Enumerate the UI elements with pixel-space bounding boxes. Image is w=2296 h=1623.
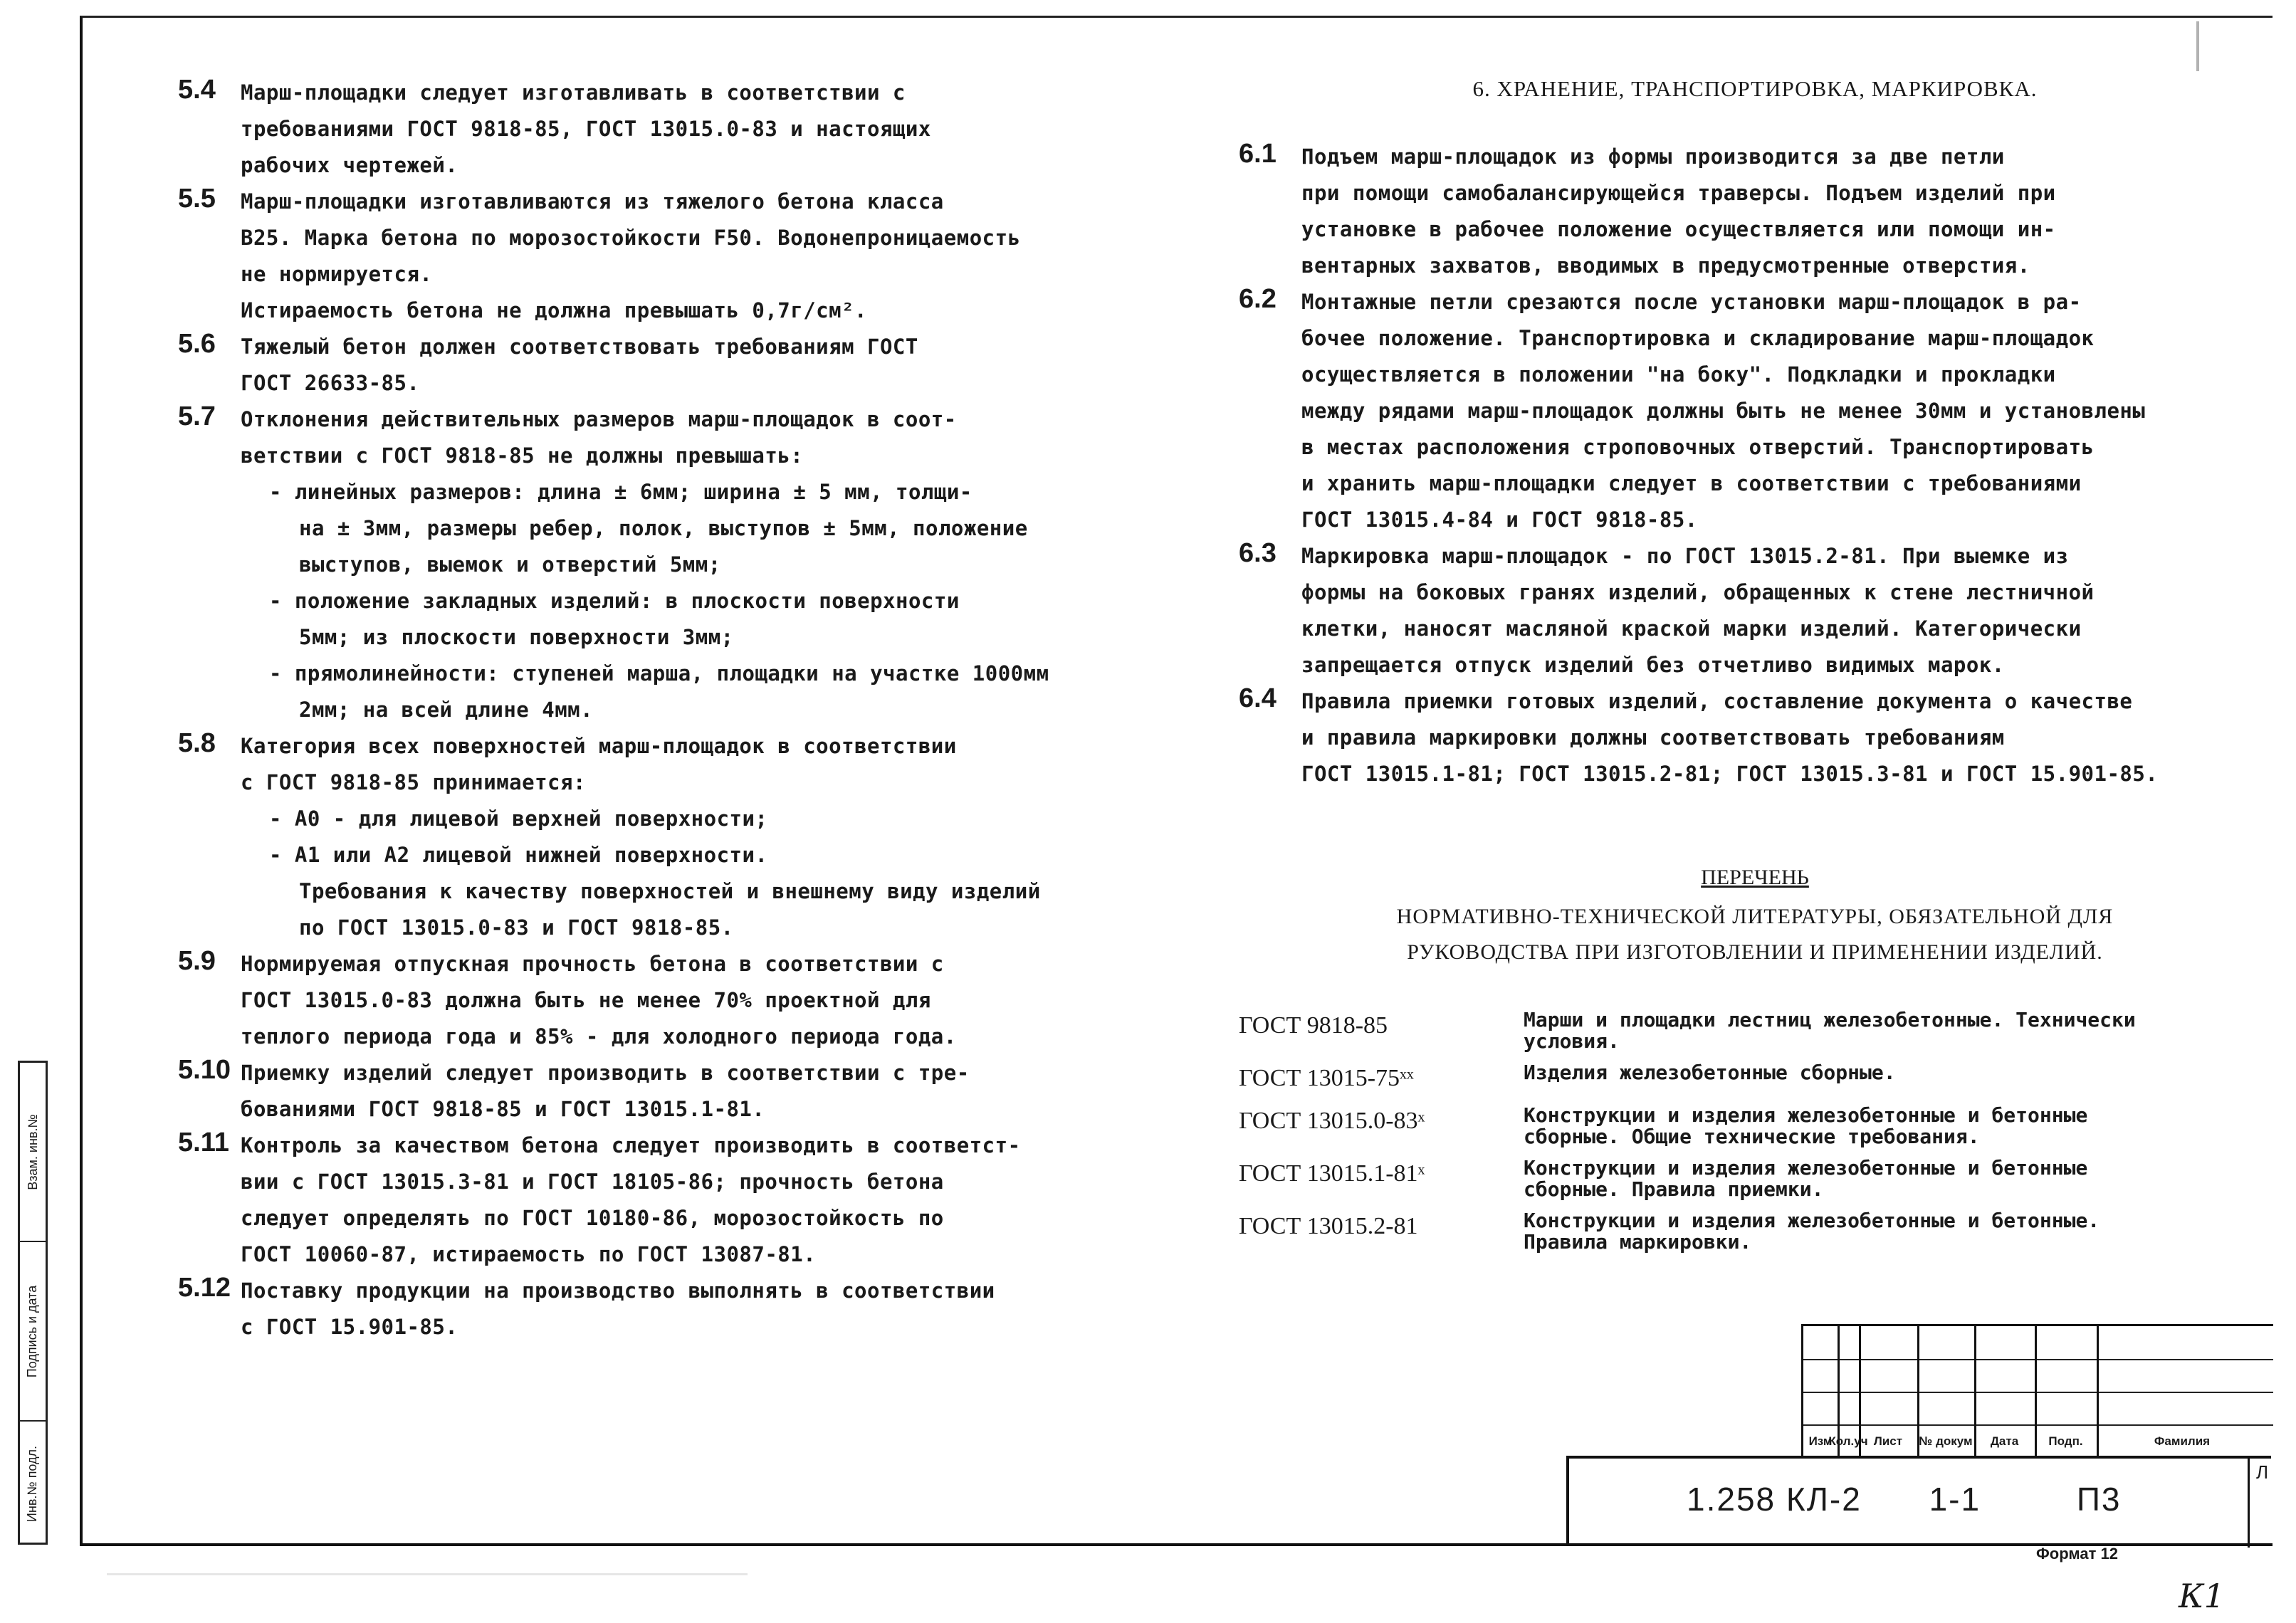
clause-line: 2мм; на всей длине 4мм. bbox=[299, 698, 594, 722]
clause-line: - прямолинейности: ступеней марша, площадки на участке 1000мм bbox=[269, 661, 1049, 686]
reference-description-line: Правила маркировки. bbox=[1524, 1230, 1752, 1254]
clause-number: 5.5 bbox=[178, 184, 216, 214]
clause-line: ГОСТ 13015.0-83 должна быть не менее 70% проектной для bbox=[241, 988, 931, 1012]
clause-line: 5мм; из плоскости поверхности 3мм; bbox=[299, 625, 734, 649]
scan-artifact bbox=[2196, 21, 2199, 71]
clause-line: Правила приемки готовых изделий, составление документа о качестве bbox=[1301, 689, 2133, 713]
clause-line: Отклонения действительных размеров марш-площадок в соот- bbox=[241, 407, 957, 431]
clause-line: вентарных захватов, вводимых в предусмотренные отверстия. bbox=[1301, 253, 2030, 278]
reference-description bbox=[1524, 1210, 2100, 1253]
tb-header-sign: Подп. bbox=[2048, 1434, 2083, 1448]
clause-line: Нормируемая отпускная прочность бетона в соответствии с bbox=[241, 952, 944, 976]
clause-line: Приемку изделий следует производить в соответствии с тре- bbox=[241, 1061, 970, 1085]
reference-description-line: условия. bbox=[1524, 1029, 1620, 1053]
title-block-revision-grid bbox=[1801, 1324, 2273, 1458]
title-block-headers bbox=[1803, 1424, 2273, 1458]
clause-line: следует определять по ГОСТ 10180-86, морозостойкость по bbox=[241, 1206, 944, 1230]
clause-line: Поставку продукции на производство выполнять в соответствии bbox=[241, 1278, 995, 1303]
tb-header-date: Дата bbox=[1990, 1434, 2019, 1448]
clause-line: требованиями ГОСТ 9818-85, ГОСТ 13015.0-83 и настоящих bbox=[241, 117, 931, 141]
clause-item bbox=[1239, 538, 2271, 683]
clause-line: ГОСТ 26633-85. bbox=[241, 371, 420, 395]
references-subtitle-line: РУКОВОДСТВА ПРИ ИЗГОТОВЛЕНИИ И ПРИМЕНЕНИИ ИЗДЕЛИЙ. bbox=[1407, 940, 2103, 964]
clause-line: Подъем марш-площадок из формы производится за две петли bbox=[1301, 145, 2005, 169]
clause-item bbox=[178, 75, 1160, 184]
clause-line: Тяжелый бетон должен соответствовать требованиям ГОСТ bbox=[241, 335, 918, 359]
reference-code: ГОСТ 13015-75ˣˣ bbox=[1239, 1065, 1414, 1091]
clause-line: клетки, наносят масляной краской марки изделий. Категорически bbox=[1301, 616, 2082, 641]
clause-item bbox=[1239, 284, 2271, 538]
references-subtitle-line: НОРМАТИВНО-ТЕХНИЧЕСКОЙ ЛИТЕРАТУРЫ, ОБЯЗАТЕЛЬНОЙ ДЛЯ bbox=[1396, 905, 2114, 928]
clause-line: осуществляется в положении "на боку". Подкладки и прокладки bbox=[1301, 362, 2056, 387]
clause-line: Категория всех поверхностей марш-площадок в соответствии bbox=[241, 734, 957, 758]
clause-line: не нормируется. bbox=[241, 262, 433, 286]
clause-line: Монтажные петли срезаются после установки марш-площадок в ра- bbox=[1301, 290, 2082, 314]
section-6-title: 6. ХРАНЕНИЕ, ТРАНСПОРТИРОВКА, МАРКИРОВКА. bbox=[1472, 76, 2038, 101]
clause-line: Маркировка марш-площадок - по ГОСТ 13015.2-81. При выемке из bbox=[1301, 544, 2069, 568]
reference-row bbox=[1239, 1009, 2271, 1052]
reference-description-line: сборные. Общие технические требования. bbox=[1524, 1125, 1980, 1148]
clause-item bbox=[1239, 683, 2271, 792]
reference-code: ГОСТ 9818-85 bbox=[1239, 1012, 1388, 1039]
clause-number: 6.3 bbox=[1239, 538, 1277, 568]
tb-header-izm: Изм bbox=[1808, 1434, 1833, 1448]
clause-line: ГОСТ 10060-87, истираемость по ГОСТ 13087-81. bbox=[241, 1242, 817, 1266]
reference-code: ГОСТ 13015.0-83ˣ bbox=[1239, 1108, 1425, 1134]
reference-description bbox=[1524, 1105, 2087, 1147]
clause-item bbox=[178, 401, 1160, 728]
clause-number: 5.12 bbox=[178, 1273, 231, 1303]
clause-line: В25. Марка бетона по морозостойкости F50. Водонепроницаемость bbox=[241, 226, 1021, 250]
references-heading bbox=[1239, 856, 2271, 970]
clause-item bbox=[178, 946, 1160, 1055]
margin-stamp bbox=[18, 1061, 48, 1545]
reference-description bbox=[1524, 1062, 1896, 1095]
clause-line: рабочих чертежей. bbox=[241, 153, 458, 177]
clause-line: ГОСТ 13015.1-81; ГОСТ 13015.2-81; ГОСТ 13015.3-81 и ГОСТ 15.901-85. bbox=[1301, 762, 2159, 786]
clause-line: Истираемость бетона не должна превышать 0,7г/см². bbox=[241, 298, 868, 322]
reference-row bbox=[1239, 1210, 2271, 1253]
clause-line: и хранить марш-площадки следует в соответствии с требованиями bbox=[1301, 471, 2082, 495]
format-label: Формат 12 bbox=[2036, 1545, 2118, 1562]
margin-stamp-cell: Взам. инв.№ bbox=[20, 1063, 46, 1242]
clause-item bbox=[1239, 139, 2271, 284]
reference-row bbox=[1239, 1157, 2271, 1200]
margin-stamp-cell: Инв.№ подл. bbox=[25, 1445, 40, 1522]
clause-number: 6.4 bbox=[1239, 683, 1277, 713]
reference-description-line: Конструкции и изделия железобетонные и бетонные bbox=[1524, 1103, 2088, 1127]
section-5-requirements bbox=[178, 75, 1160, 1345]
clause-line: с ГОСТ 15.901-85. bbox=[241, 1315, 458, 1339]
clause-line: запрещается отпуск изделий без отчетливо видимых марок. bbox=[1301, 653, 2005, 677]
tb-header-name: Фамилия bbox=[2154, 1434, 2211, 1448]
clause-number: 6.2 bbox=[1239, 284, 1277, 314]
clause-item bbox=[178, 1273, 1160, 1345]
clause-line: с ГОСТ 9818-85 принимается: bbox=[241, 770, 586, 794]
margin-stamp-cell: Подпись и дата bbox=[20, 1242, 46, 1422]
reference-row bbox=[1239, 1062, 2271, 1095]
clause-number: 6.1 bbox=[1239, 139, 1277, 169]
clause-item bbox=[178, 1128, 1160, 1273]
references-list bbox=[1239, 1009, 2271, 1253]
clause-number: 5.6 bbox=[178, 329, 216, 359]
reference-row bbox=[1239, 1105, 2271, 1147]
right-column bbox=[1239, 68, 2271, 1263]
clause-line: - линейных размеров: длина ± 6мм; ширина ± 5 мм, толщи- bbox=[269, 480, 973, 504]
clause-line: в местах расположения строповочных отверстий. Транспортировать bbox=[1301, 435, 2095, 459]
clause-item bbox=[178, 728, 1160, 946]
clause-line: - А0 - для лицевой верхней поверхности; bbox=[269, 807, 768, 831]
reference-description-line: Изделия железобетонные сборные. bbox=[1524, 1061, 1896, 1084]
clause-line: Марш-площадки изготавливаются из тяжелого бетона класса bbox=[241, 189, 944, 214]
clause-line: - А1 или А2 лицевой нижней поверхности. bbox=[269, 843, 768, 867]
clause-number: 5.8 bbox=[178, 728, 216, 758]
clause-line: на ± 3мм, размеры ребер, полок, выступов ± 5мм, положение bbox=[299, 516, 1028, 540]
title-block-main bbox=[1566, 1456, 2271, 1545]
reference-code: ГОСТ 13015.1-81ˣ bbox=[1239, 1160, 1425, 1187]
reference-description-line: Конструкции и изделия железобетонные и бетонные. bbox=[1524, 1209, 2100, 1232]
side-label: Л bbox=[2255, 1461, 2268, 1483]
reference-code: ГОСТ 13015.2-81 bbox=[1239, 1213, 1418, 1239]
clause-line: бованиями ГОСТ 9818-85 и ГОСТ 13015.1-81. bbox=[241, 1097, 765, 1121]
clause-number: 5.10 bbox=[178, 1055, 231, 1085]
tb-header-list: Лист bbox=[1873, 1434, 1903, 1448]
clause-line: Требования к качеству поверхностей и внешнему виду изделий bbox=[299, 879, 1041, 903]
tb-header-kol: Кол.уч bbox=[1828, 1434, 1868, 1448]
title-block-side-cell bbox=[2248, 1459, 2271, 1548]
clause-item bbox=[178, 184, 1160, 329]
clause-line: теплого периода года и 85% - для холодного периода года. bbox=[241, 1024, 957, 1049]
clause-line: установке в рабочее положение осуществляется или помощи ин- bbox=[1301, 217, 2056, 241]
clause-line: - положение закладных изделий: в плоскости поверхности bbox=[269, 589, 960, 613]
clause-line: ГОСТ 13015.4-84 и ГОСТ 9818-85. bbox=[1301, 508, 1698, 532]
series-code: 1.258 КЛ-2 bbox=[1687, 1481, 1862, 1518]
clause-line: бочее положение. Транспортировка и складирование марш-площадок bbox=[1301, 326, 2095, 350]
clause-number: 5.7 bbox=[178, 401, 216, 431]
clause-number: 5.9 bbox=[178, 946, 216, 976]
part-number: 1-1 bbox=[1929, 1481, 1981, 1518]
references-title: ПЕРЕЧЕНЬ bbox=[1701, 866, 1809, 889]
clause-line: ветствии с ГОСТ 9818-85 не должны превышать: bbox=[241, 443, 804, 468]
reference-description-line: Марши и площадки лестниц железобетонные. Технически bbox=[1524, 1008, 2136, 1031]
sheet-number: П3 bbox=[2076, 1481, 2122, 1518]
document-code bbox=[1687, 1480, 2121, 1518]
clause-line: между рядами марш-площадок должны быть не менее 30мм и установлены bbox=[1301, 399, 2146, 423]
reference-description bbox=[1524, 1157, 2087, 1200]
reference-description-line: сборные. Правила приемки. bbox=[1524, 1177, 1824, 1201]
clause-number: 5.11 bbox=[178, 1128, 229, 1157]
clause-line: формы на боковых гранях изделий, обращенных к стене лестничной bbox=[1301, 580, 2095, 604]
section-6-items bbox=[1239, 139, 2271, 792]
clause-line: Контроль за качеством бетона следует производить в соответст- bbox=[241, 1133, 1021, 1157]
tb-header-doc: № докум bbox=[1919, 1434, 1973, 1448]
reference-description bbox=[1524, 1009, 2136, 1052]
clause-item bbox=[178, 1055, 1160, 1128]
reference-description-line: Конструкции и изделия железобетонные и бетонные bbox=[1524, 1156, 2088, 1180]
clause-line: и правила маркировки должны соответствовать требованиям bbox=[1301, 725, 2005, 750]
clause-line: Марш-площадки следует изготавливать в соответствии с bbox=[241, 80, 906, 105]
clause-number: 5.4 bbox=[178, 75, 216, 105]
clause-line: по ГОСТ 13015.0-83 и ГОСТ 9818-85. bbox=[299, 915, 734, 940]
clause-item bbox=[178, 329, 1160, 401]
scan-artifact bbox=[107, 1573, 748, 1575]
title-block bbox=[1566, 1324, 2271, 1545]
clause-line: вии с ГОСТ 13015.3-81 и ГОСТ 18105-86; прочность бетона bbox=[241, 1170, 944, 1194]
clause-line: при помощи самобалансирующейся траверсы. Подъем изделий при bbox=[1301, 181, 2056, 205]
clause-line: выступов, выемок и отверстий 5мм; bbox=[299, 552, 721, 577]
handwritten-sheet-mark: К1 bbox=[2179, 1577, 2225, 1615]
